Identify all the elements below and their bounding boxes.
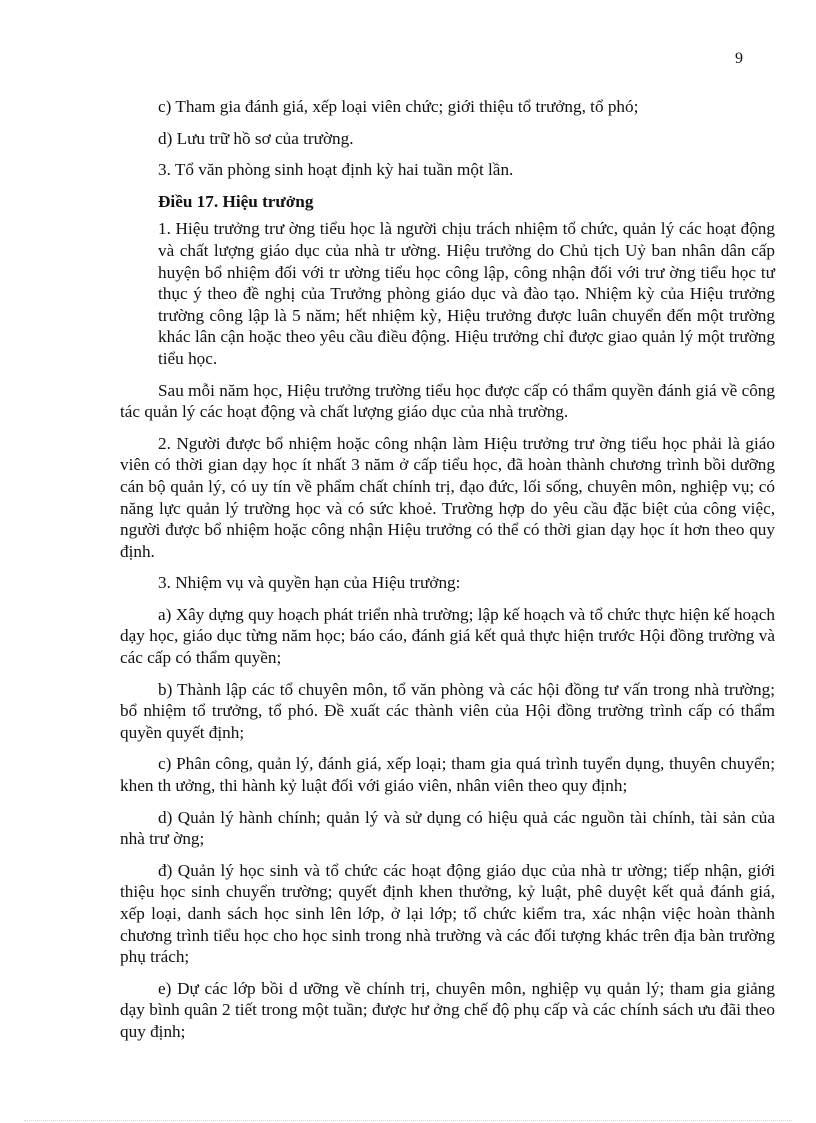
paragraph: c) Phân công, quản lý, đánh giá, xếp loại; tham gia quá trình tuyển dụng, thuyên chuyển; khen th ưởng, thi hành kỷ luật đối với giáo viên, nhân viên theo quy định; <box>120 754 775 796</box>
paragraph: a) Xây dựng quy hoạch phát triển nhà trường; lập kế hoạch và tổ chức thực hiện kế hoạch dạy học, giáo dục từng năm học; báo cáo, đánh giá kết quả thực hiện trước Hội đồng trường và các cấp có thẩm quyền; <box>120 604 775 668</box>
paragraph: Sau mỗi năm học, Hiệu trưởng trường tiểu học được cấp có thẩm quyền đánh giá về công tác quản lý các hoạt động và chất lượng giáo dục của nhà trường. <box>120 380 775 422</box>
paragraph: e) Dự các lớp bồi d ưỡng về chính trị, chuyên môn, nghiệp vụ quản lý; tham gia giảng dạy bình quân 2 tiết trong một tuần; được hư ởng chế độ phụ cấp và các chính sách ưu đãi theo quy định; <box>120 978 775 1041</box>
paragraph: 1. Hiệu trưởng trư ờng tiểu học là người chịu trách nhiệm tổ chức, quản lý các hoạt động và chất lượng giáo dục của nhà tr ường. Hiệu trưởng do Chủ tịch Uỷ ban nhân dân cấp huyện bổ nhiệm đối với tr ường tiểu học công lập, công nhận đối với trư ờng tiểu học tư thục ý theo đề nghị của Trưởng phòng giáo dục và đào tạo. Nhiệm kỳ của Hiệu trưởng trường công lập là 5 năm; hết nhiệm kỳ, Hiệu trưởng được luân chuyển đến một trường khác lân cận hoặc theo yêu cầu điều động. Hiệu trưởng chỉ được giao quản lý một trường tiểu học. <box>158 219 775 368</box>
paragraph: 3. Nhiệm vụ và quyền hạn của Hiệu trưởng: <box>158 573 461 593</box>
paragraph: d) Quản lý hành chính; quản lý và sử dụng có hiệu quả các nguồn tài chính, tài sản của nhà trư ờng; <box>120 807 775 849</box>
page-bottom-divider <box>24 1120 792 1121</box>
document-body <box>120 96 775 1053</box>
paragraph: đ) Quản lý học sinh và tổ chức các hoạt động giáo dục của nhà tr ường; tiếp nhận, giới thiệu học sinh chuyển trường; quyết định khen thưởng, kỷ luật, phê duyệt kết quả đánh giá, xếp loại, danh sách học sinh lên lớp, ở lại lớp; tổ chức kiểm tra, xác nhận việc hoàn thành chương trình tiểu học cho học sinh trong nhà trường và các đối tượng khác trên địa bàn trường phụ trách; <box>120 860 775 967</box>
intro-line: 3. Tổ văn phòng sinh hoạt định kỳ hai tuần một lần. <box>158 160 514 180</box>
paragraph: b) Thành lập các tổ chuyên môn, tổ văn phòng và các hội đồng tư vấn trong nhà trường; bổ nhiệm tổ trưởng, tổ phó. Đề xuất các thành viên của Hội đồng trường trình cấp có thẩm quyền quyết định; <box>120 679 775 742</box>
paragraph: 2. Người được bổ nhiệm hoặc công nhận làm Hiệu trưởng trư ờng tiểu học phải là giáo viên có thời gian dạy học ít nhất 3 năm ở cấp tiểu học, đã hoàn thành chương trình bồi dưỡng cán bộ quản lý, có uy tín về phẩm chất chính trị, đạo đức, lối sống, chuyên môn, nghiệp vụ; có năng lực quản lý trường học và có sức khoẻ. Trường hợp do yêu cầu đặc biệt của công việc, người được bổ nhiệm hoặc công nhận Hiệu trưởng có thể có thời gian dạy học ít hơn theo quy định. <box>120 433 775 561</box>
intro-line: d) Lưu trữ hồ sơ của trường. <box>158 128 354 148</box>
article-heading: Điều 17. Hiệu trưởng <box>158 191 314 211</box>
intro-line: c) Tham gia đánh giá, xếp loại viên chức; giới thiệu tổ trưởng, tổ phó; <box>158 97 639 116</box>
page-number: 9 <box>735 50 743 67</box>
